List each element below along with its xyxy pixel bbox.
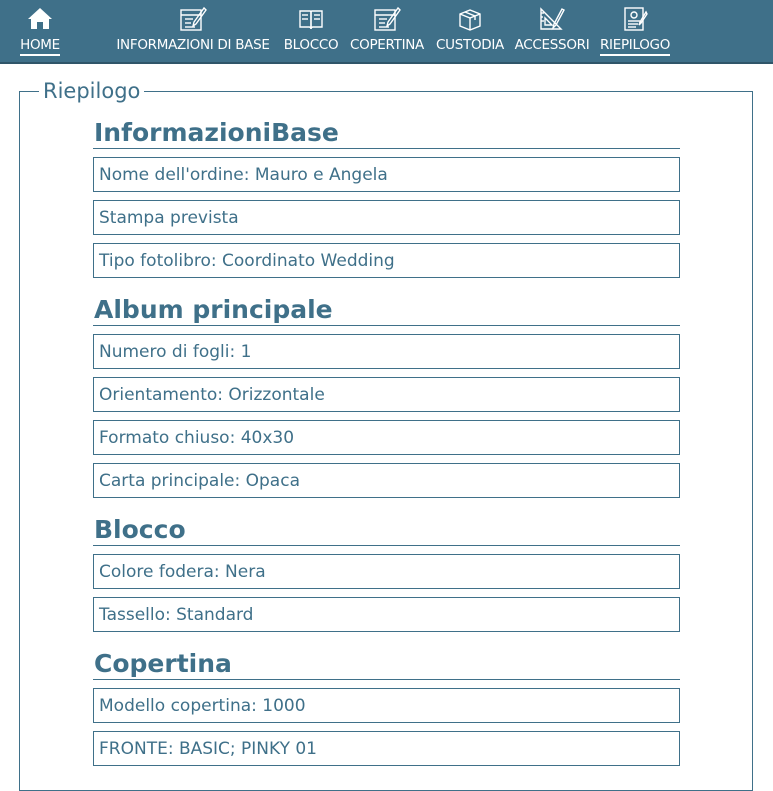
section-album-principale <box>93 295 680 498</box>
summary-icon <box>622 6 648 36</box>
nav-home-label: HOME <box>20 37 60 56</box>
nav-accessori-label: ACCESSORI <box>514 37 590 53</box>
summary-row: Carta principale: Opaca <box>93 463 680 498</box>
nav-home[interactable] <box>17 0 63 62</box>
edit-doc-icon <box>373 6 401 36</box>
nav-informazioni-di-base[interactable] <box>112 0 274 62</box>
nav-custodia-label: CUSTODIA <box>436 37 504 53</box>
section-informazioni-base <box>93 118 680 278</box>
summary-row: Modello copertina: 1000 <box>93 688 680 723</box>
book-icon <box>298 6 324 36</box>
nav-riepilogo[interactable] <box>598 0 672 62</box>
section-copertina <box>93 649 680 766</box>
home-icon <box>27 6 53 34</box>
summary-row: Nome dell'ordine: Mauro e Angela <box>93 157 680 192</box>
summary-row: Colore fodera: Nera <box>93 554 680 589</box>
summary-row: Stampa prevista <box>93 200 680 235</box>
nav-blocco-label: BLOCCO <box>283 37 339 53</box>
nav-blocco[interactable] <box>282 0 340 62</box>
ruler-icon <box>538 6 566 36</box>
summary-row: Tassello: Standard <box>93 597 680 632</box>
nav-informazioni-label: INFORMAZIONI DI BASE <box>116 37 270 53</box>
section-blocco <box>93 515 680 632</box>
edit-doc-icon <box>179 6 207 36</box>
summary-row: Orientamento: Orizzontale <box>93 377 680 412</box>
top-navigation-bar <box>0 0 773 64</box>
summary-row: Tipo fotolibro: Coordinato Wedding <box>93 243 680 278</box>
section-title: InformazioniBase <box>93 118 680 149</box>
section-title: Album principale <box>93 295 680 326</box>
summary-row: Numero di fogli: 1 <box>93 334 680 369</box>
nav-copertina-label: COPERTINA <box>350 37 424 53</box>
nav-copertina[interactable] <box>347 0 427 62</box>
nav-custodia[interactable] <box>434 0 506 62</box>
summary-row: Formato chiuso: 40x30 <box>93 420 680 455</box>
section-title: Blocco <box>93 515 680 546</box>
box-icon <box>457 6 483 36</box>
nav-riepilogo-label: RIEPILOGO <box>600 37 670 56</box>
section-title: Copertina <box>93 649 680 680</box>
nav-accessori[interactable] <box>513 0 591 62</box>
summary-row: FRONTE: BASIC; PINKY 01 <box>93 731 680 766</box>
summary-legend: Riepilogo <box>39 78 144 104</box>
summary-content <box>93 118 680 766</box>
